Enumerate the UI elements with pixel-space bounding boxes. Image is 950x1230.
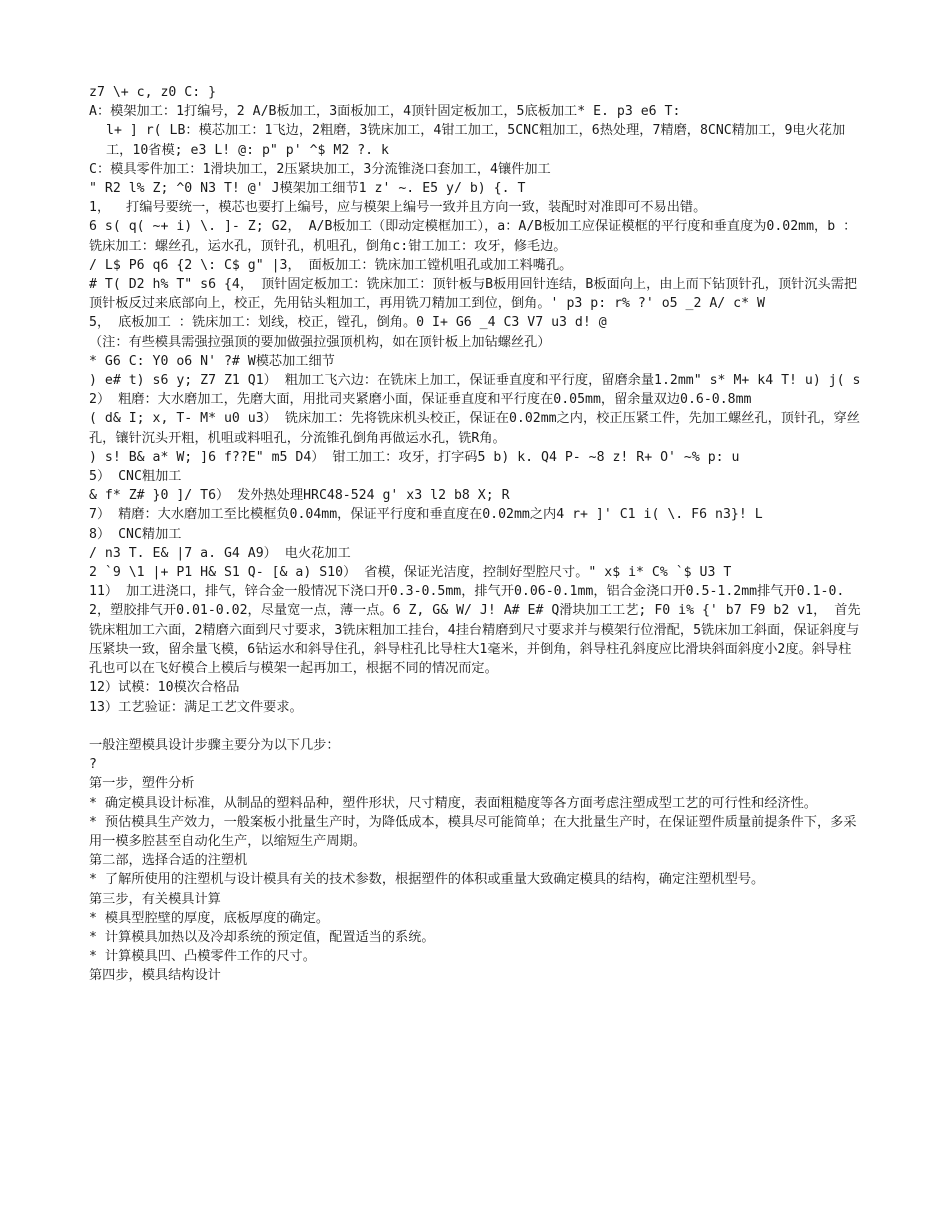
text-line: 7） 精磨：大水磨加工至比模框负0.04mm，保证平行度和垂直度在0.02mm之内4 r+ ]' C1 i( \. F6 n3}! L — [89, 507, 763, 523]
text-line: 13）工艺验证：满足工艺文件要求。 — [89, 699, 303, 715]
text-line: 一般注塑模具设计步骤主要分为以下几步： — [89, 737, 340, 753]
text-line: C：模具零件加工：1滑块加工，2压紧块加工，3分流锥浇口套加工，4镶件加工 — [89, 161, 551, 177]
document-body — [89, 83, 864, 986]
text-line: （注：有些模具需强拉强顶的要加做强拉强顶机构，如在顶针板上加钻螺丝孔） — [89, 334, 551, 350]
text-line: 5， 底板加工 ：铣床加工：划线，校正，镗孔，倒角。0 I+ G6 _4 C3 V7 u3 d! @ — [89, 315, 607, 331]
text-line: * G6 C: Y0 o6 N' ?# W模芯加工细节 — [89, 353, 335, 369]
text-line: 第三步，有关模具计算 — [89, 891, 221, 907]
text-line: 12）试模：10模次合格品 — [89, 680, 240, 696]
text-line: * 模具型腔壁的厚度，底板厚度的确定。 — [89, 910, 330, 926]
text-line: z7 \+ c, z0 C: } — [89, 85, 217, 100]
text-line: " R2 l% Z; ^0 N3 T! @' J模架加工细节1 z' ~. E5 y/ b) {. T — [89, 181, 526, 197]
text-line: 2 `9 \1 |+ P1 H& S1 Q- [& a) S10） 省模，保证光洁度，控制好型腔尺寸。" x$ i* C% `$ U3 T — [89, 565, 732, 581]
text-line: / L$ P6 q6 {2 \: C$ g" |3， 面板加工：铣床加工镗机咀孔或加工料嘴孔。 — [89, 257, 573, 273]
text-line: 5） CNC粗加工 — [89, 469, 182, 485]
text-line: ) s! B& a* W; ]6 f??E" m5 D4） 钳工加工：攻牙，打字码5 b) k. Q4 P- ~8 z! R+ O' ~% p: u — [89, 449, 740, 465]
text-line: 第四步，模具结构设计 — [89, 968, 221, 984]
blank-line — [89, 717, 864, 736]
text-line: * 计算模具凹、凸模零件工作的尺寸。 — [89, 949, 316, 965]
text-line: * 计算模具加热以及冷却系统的预定值，配置适当的系统。 — [89, 929, 435, 945]
text-line: 8） CNC精加工 — [89, 526, 182, 542]
text-line: & f* Z# }0 ]/ T6） 发外热处理HRC48-524 g' x3 l2 b8 X; R — [89, 488, 510, 504]
text-line: l+ ] r( LB：模芯加工：1飞边，2粗磨，3铣床加工，4钳工加工，5CNC粗加工，6热处理，7精磨，8CNC精加工，9电火花加工，10省模; e3 L! @: p" p' ^$ M2 ?. k — [106, 123, 846, 158]
text-line: ? — [89, 757, 97, 773]
text-line: 第一步，塑件分析 — [89, 776, 195, 792]
text-line: 2） 粗磨：大水磨加工，先磨大面，用批司夹紧磨小面，保证垂直度和平行度在0.05mm，留余量双边0.6-0.8mm — [89, 392, 752, 408]
text-line: * 确定模具设计标准，从制品的塑料品种，塑件形状，尺寸精度，表面粗糙度等各方面考虑注塑成型工艺的可行性和经济性。 — [89, 795, 817, 811]
text-line: A：模架加工：1打编号，2 A/B板加工，3面板加工，4顶针固定板加工，5底板加工* E. p3 e6 T: — [89, 104, 681, 120]
text-line: ( d& I; x, T- M* u0 u3） 铣床加工：先将铣床机头校正，保证在0.02mm之内，校正压紧工件，先加工螺丝孔，顶针孔，穿丝孔，镶针沉头开粗，机咀或料咀孔，分流锥孔倒角再做运水孔，铣R角。 — [89, 411, 860, 446]
text-line: ) e# t) s6 y; Z7 Z1 Q1） 粗加工飞六边：在铣床上加工，保证垂直度和平行度，留磨余量1.2mm" s* M+ k4 T! u) j( s — [89, 373, 861, 389]
text-line: 1， 打编号要统一，模芯也要打上编号，应与模架上编号一致并且方向一致，装配时对准即可不易出错。 — [89, 200, 707, 216]
text-line: # T( D2 h% T" s6 {4， 顶针固定板加工：铣床加工：顶针板与B板用回针连结，B板面向上，由上而下钻顶针孔，顶针沉头需把顶针板反过来底部向上，校正，先用钻头粗加工，再用铣刀精加工到位，倒角。' p3 p: r% ?' o5 _2 A/ c* W — [89, 277, 858, 312]
text-line: * 预估模具生产效力，一般案板小批量生产时，为降低成本，模具尽可能简单；在大批量生产时，在保证塑件质量前提条件下，多采用一模多腔甚至自动化生产，以缩短生产周期。 — [89, 814, 857, 849]
text-line: / n3 T. E& |7 a. G4 A9） 电火花加工 — [89, 545, 351, 561]
text-line: 第二部，选择合适的注塑机 — [89, 853, 248, 869]
text-line: 11） 加工进浇口，排气，锌合金一般情况下浇口开0.3-0.5mm，排气开0.06-0.1mm，铝合金浇口开0.5-1.2mm排气开0.1-0.2，塑胶排气开0.01-0.02，尽量宽一点，薄一点。6 Z, G& W/ J! A# E# Q滑块加工工艺; F0 i% {' b7 F9 b2 v1， 首先铣床粗加工六面，2精磨六面到尺寸要求，3铣床粗加工挂台，4挂台精磨到尺寸要求并与模架行位滑配，5铣床加工斜面，保证斜度与压紧块一致，留余量飞模，6钻运水和斜导住孔，斜导柱孔比导柱大1毫米，并倒角，斜导柱孔斜度应比滑块斜面斜度小2度。斜导柱孔也可以在飞好模合上模后与模架一起再加工，根据不同的情况而定。 — [89, 584, 861, 677]
text-line: * 了解所使用的注塑机与设计模具有关的技术参数，根据塑件的体积或重量大致确定模具的结构，确定注塑机型号。 — [89, 872, 765, 888]
text-line: 6 s( q( ~+ i) \. ]- Z; G2， A/B板加工（即动定模框加工），a：A/B板加工应保证模框的平行度和垂直度为0.02mm，b ：铣床加工：螺丝孔，运水孔，顶针孔，机咀孔，倒角c:钳工加工：攻牙，修毛边。 — [89, 219, 857, 254]
